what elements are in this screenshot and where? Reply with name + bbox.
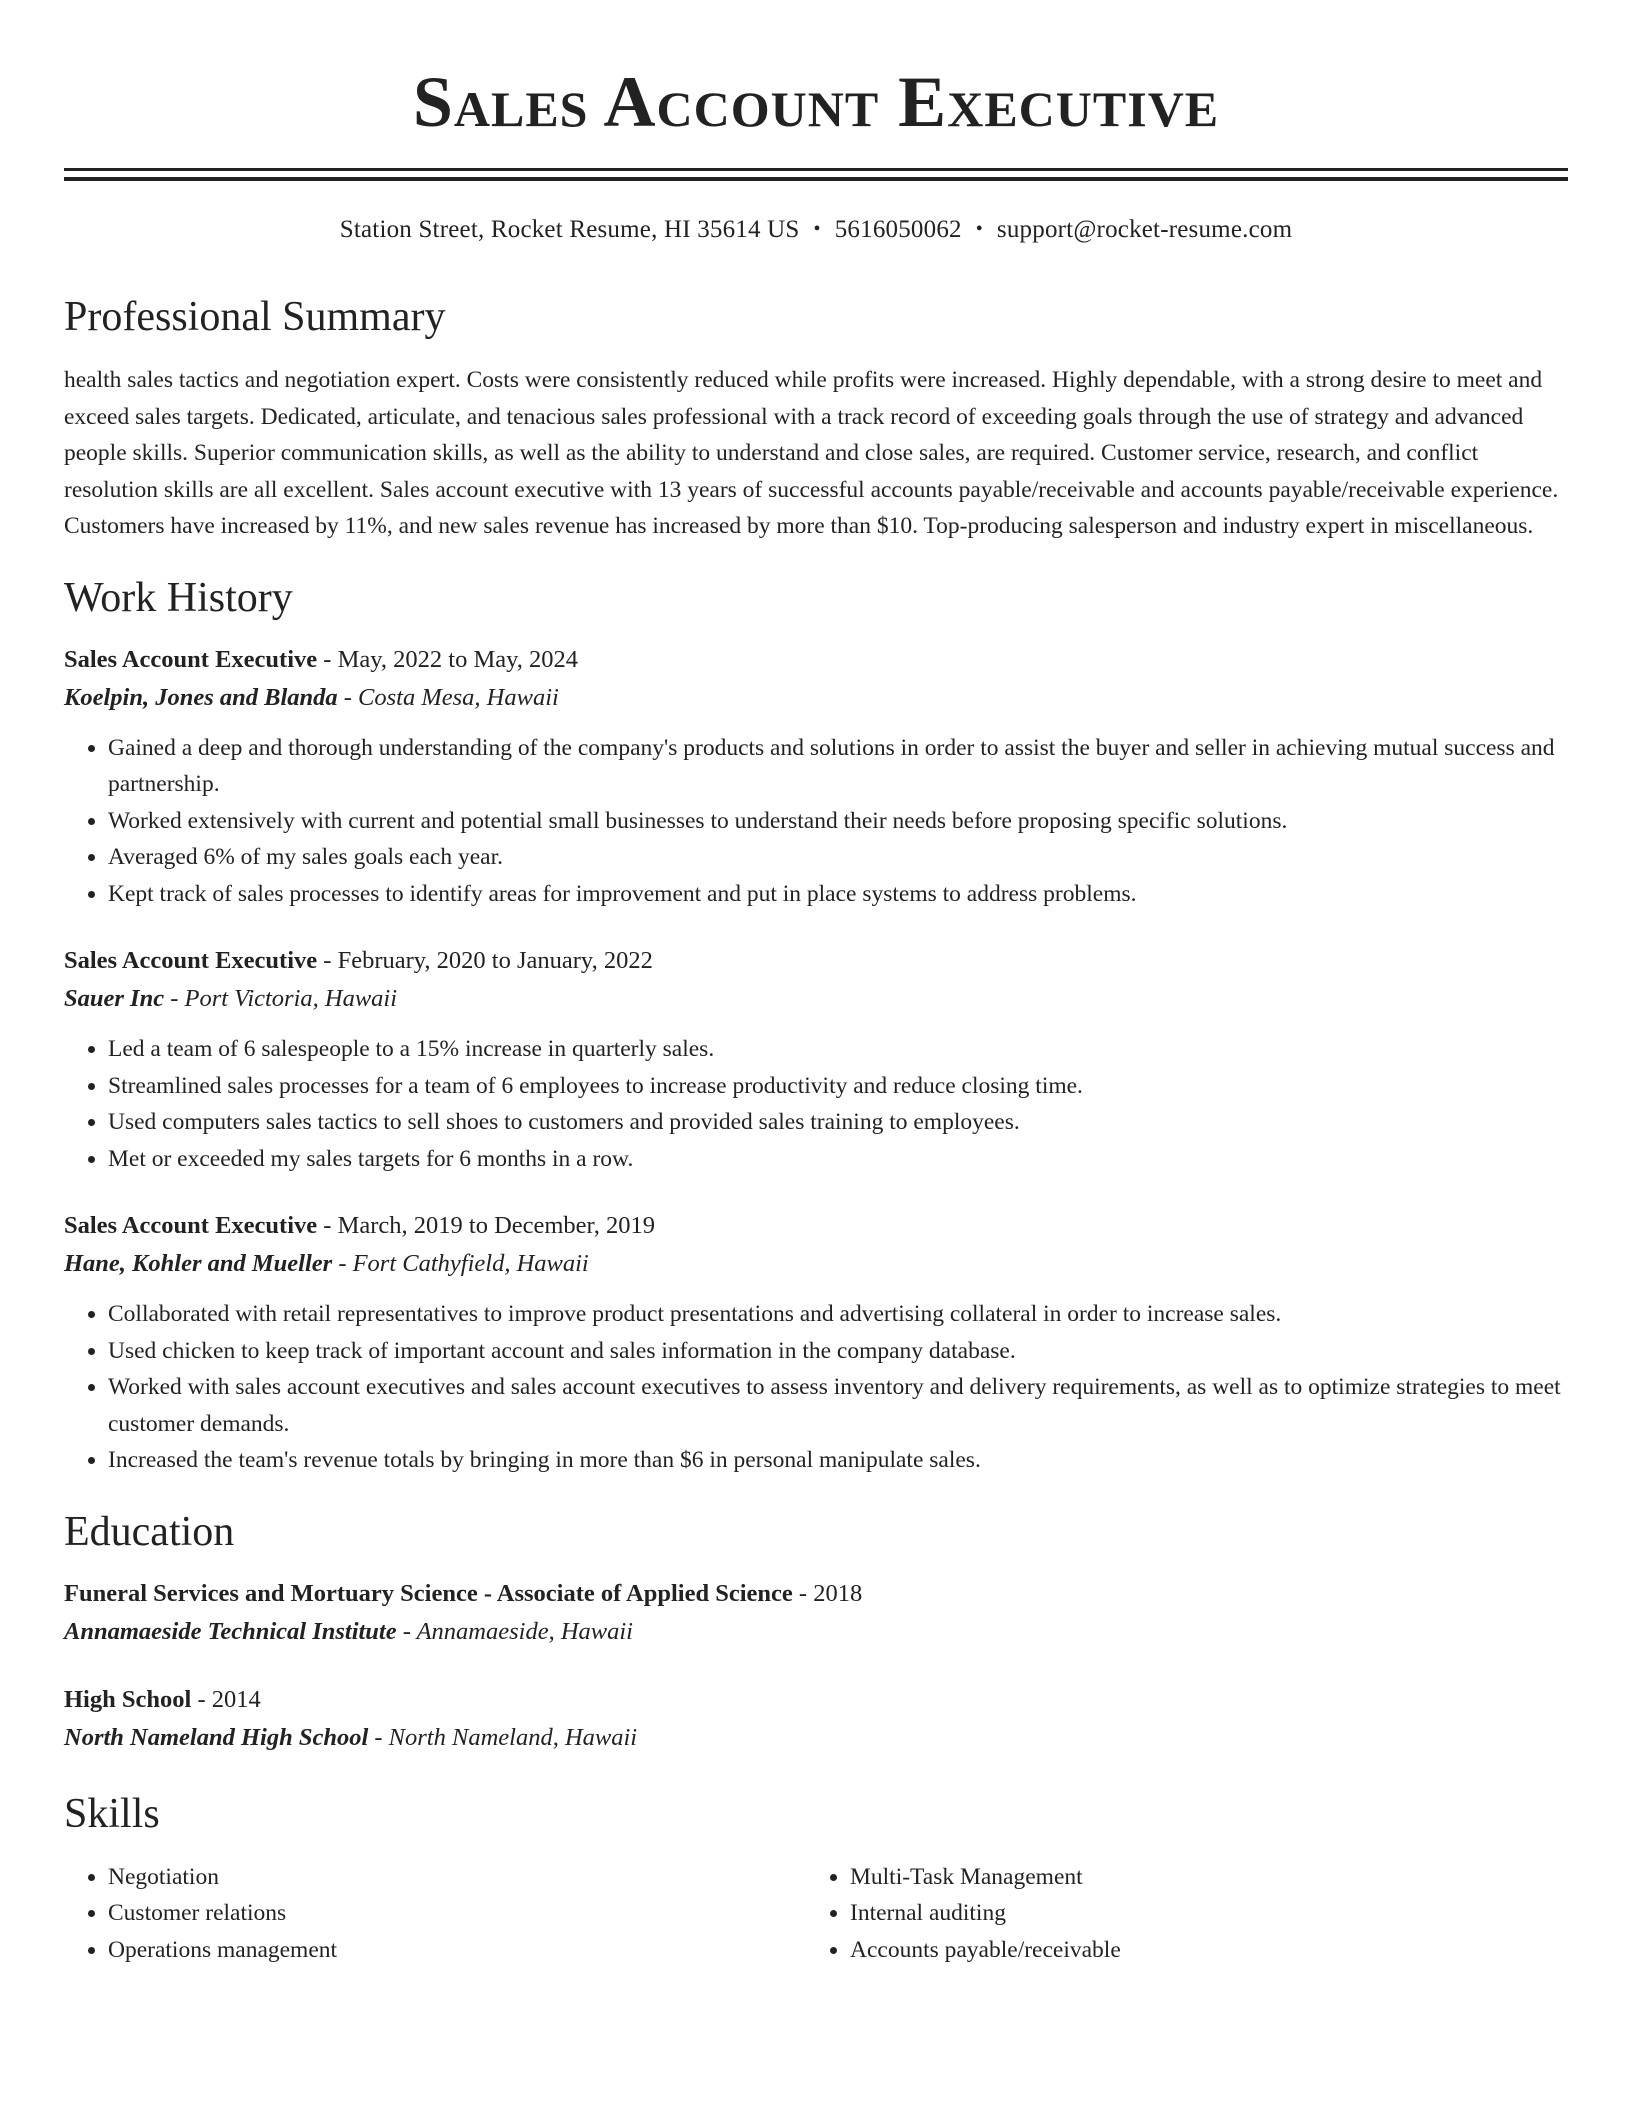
- job-title: Sales Account Executive: [64, 1212, 318, 1239]
- job-location: - Port Victoria, Hawaii: [164, 985, 398, 1012]
- job-dates: - March, 2019 to December, 2019: [317, 1212, 655, 1239]
- job-bullets: [64, 730, 1568, 913]
- list-item: • Kept track of sales processes to identify areas for improvement and put in place systems to address problems.: [108, 876, 1568, 913]
- list-item: • Used chicken to keep track of important account and sales information in the company database.: [108, 1333, 1568, 1370]
- job-dates: - February, 2020 to January, 2022: [317, 947, 653, 974]
- list-item: • Worked extensively with current and potential small businesses to understand their needs before proposing specific solutions.: [108, 803, 1568, 840]
- list-item: • Collaborated with retail representatives to improve product presentations and advertising collateral in order to increase sales.: [108, 1296, 1568, 1333]
- contact-email: support@rocket-resume.com: [996, 216, 1293, 243]
- job-company-line: [64, 679, 1568, 717]
- contact-address: Station Street, Rocket Resume, HI 35614 US: [339, 216, 800, 243]
- contact-line: [64, 215, 1568, 246]
- education-location: - North Nameland, Hawaii: [368, 1723, 638, 1751]
- contact-phone: 5616050062: [834, 216, 962, 243]
- job-header: [64, 641, 1568, 679]
- skills-list: [64, 1859, 1568, 1969]
- education-degree: Funeral Services and Mortuary Science - Associate of Applied Science: [64, 1579, 793, 1607]
- resume-title: Sales Account Executive: [412, 62, 1220, 142]
- education-entry: [64, 1681, 1568, 1757]
- job-company: Hane, Kohler and Mueller: [64, 1250, 333, 1277]
- job-entry: [64, 942, 1568, 1177]
- list-item: • Increased the team's revenue totals by bringing in more than $6 in personal manipulate sales.: [108, 1442, 1568, 1479]
- work-history-heading: Work History: [64, 574, 293, 621]
- job-title: Sales Account Executive: [64, 947, 318, 974]
- education-year: - 2018: [792, 1579, 863, 1607]
- job-company: Sauer Inc: [64, 985, 165, 1012]
- education-heading: Education: [64, 1508, 235, 1555]
- list-item: • Gained a deep and thorough understanding of the company's products and solutions in order to assist the buyer and seller in achieving mutual success and partnership.: [108, 730, 1568, 803]
- list-item: • Accounts payable/receivable: [850, 1932, 1548, 1969]
- job-bullets: [64, 1296, 1568, 1479]
- list-item: • Worked with sales account executives and sales account executives to assess inventory and delivery requirements, as well as to optimize strategies to meet customer demands.: [108, 1369, 1568, 1442]
- bullet-separator: •: [813, 218, 821, 240]
- list-item: • Used computers sales tactics to sell shoes to customers and provided sales training to employees.: [108, 1104, 1568, 1141]
- skills-column-left: [64, 1859, 806, 1969]
- education-header: [64, 1681, 1568, 1719]
- list-item: • Negotiation: [108, 1859, 806, 1896]
- skills-column-right: [806, 1859, 1548, 1969]
- list-item: • Met or exceeded my sales targets for 6 months in a row.: [108, 1141, 1568, 1178]
- job-header: [64, 1207, 1568, 1245]
- job-entry: [64, 1207, 1568, 1479]
- job-location: - Costa Mesa, Hawaii: [337, 683, 559, 711]
- education-entry: [64, 1575, 1568, 1651]
- education-year: - 2014: [191, 1685, 261, 1713]
- job-company-line: [64, 980, 1568, 1018]
- list-item: • Internal auditing: [850, 1895, 1548, 1932]
- education-location: - Annamaeside, Hawaii: [396, 1617, 633, 1645]
- list-item: • Averaged 6% of my sales goals each year.: [108, 839, 1568, 876]
- job-entry: [64, 641, 1568, 913]
- list-item: • Multi-Task Management: [850, 1859, 1548, 1896]
- education-school: Annamaeside Technical Institute: [64, 1617, 397, 1645]
- job-company-line: [64, 1245, 1568, 1283]
- list-item: • Streamlined sales processes for a team of 6 employees to increase productivity and reduce closing time.: [108, 1068, 1568, 1105]
- job-bullets: [64, 1031, 1568, 1177]
- skills-heading: Skills: [64, 1790, 160, 1837]
- job-location: - Fort Cathyfield, Hawaii: [332, 1250, 589, 1277]
- education-school-line: [64, 1613, 1568, 1651]
- list-item: • Led a team of 6 salespeople to a 15% increase in quarterly sales.: [108, 1031, 1568, 1068]
- job-dates: - May, 2022 to May, 2024: [317, 645, 579, 673]
- education-degree: High School: [64, 1685, 192, 1713]
- education-header: [64, 1575, 1568, 1613]
- summary-text: health sales tactics and negotiation expert. Costs were consistently reduced while profits were increased. Highly dependable, with a strong desire to meet and exceed sales targets. Dedicated, articulate, and tenacious sales professional with a track record of exceeding goals through the use of strategy and advanced people skills. Superior communication skills, as well as the ability to understand and close sales, are required. Customer service, research, and conflict resolution skills are all excellent. Sales account executive with 13 years of successful accounts payable/receivable and accounts payable/receivable experience. Customers have increased by 11%, and new sales revenue has increased by more than $10. Top-producing salesperson and industry expert in miscellaneous.: [64, 367, 1559, 539]
- list-item: • Customer relations: [108, 1895, 806, 1932]
- job-header: [64, 942, 1568, 980]
- education-school-line: [64, 1719, 1568, 1757]
- education-school: North Nameland High School: [64, 1723, 369, 1751]
- bullet-separator: •: [975, 218, 983, 240]
- title-divider-thick: [64, 168, 1568, 171]
- title-divider-thin: [64, 177, 1568, 181]
- summary-heading: Professional Summary: [64, 294, 446, 340]
- list-item: • Operations management: [108, 1932, 806, 1969]
- job-company: Koelpin, Jones and Blanda: [64, 683, 338, 711]
- job-title: Sales Account Executive: [64, 645, 318, 673]
